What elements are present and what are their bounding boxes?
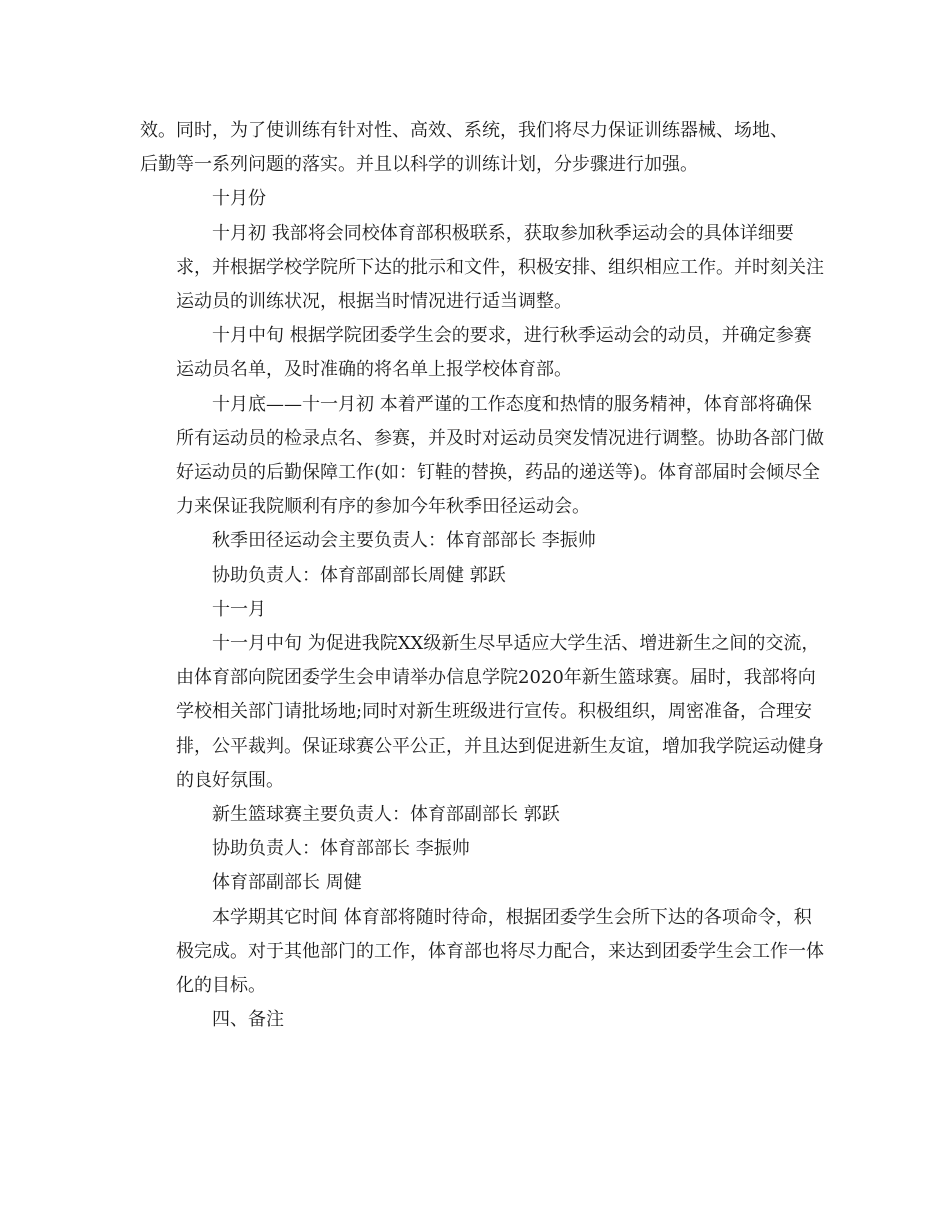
text-line: 效。同时，为了使训练有针对性、高效、系统，我们将尽力保证训练器械、场地、 xyxy=(140,120,788,141)
text-line: 好运动员的后勤保障工作(如：钉鞋的替换，药品的递送等)。体育部届时会倾尽全 xyxy=(176,462,821,484)
text-line: 由体育部向院团委学生会申请举办信息学院2020年新生篮球赛。届时，我部将向 xyxy=(176,667,816,689)
sports-meet-lead xyxy=(140,524,812,558)
text-line: 十月初 我部将会同校体育部积极联系，获取参加秋季运动会的具体详细要 xyxy=(212,222,794,244)
text-line: 十月中旬 根据学院团委学生会的要求，进行秋季运动会的动员，并确定参赛 xyxy=(212,325,812,347)
paragraph-other-time xyxy=(140,901,824,1004)
sports-meet-assistants xyxy=(140,559,812,593)
heading-november xyxy=(140,593,812,627)
paragraph-mid-october xyxy=(140,319,812,387)
text-line: 十月底——十一月初 本着严谨的工作态度和热情的服务精神，体育部将确保 xyxy=(212,393,812,415)
text-line: 所有运动员的检录点名、参赛，并及时对运动员突发情况进行调整。协助各部门做 xyxy=(176,427,824,449)
paragraph-late-october xyxy=(140,388,824,525)
text-line: 本学期其它时间 体育部将随时待命，根据团委学生会所下达的各项命令，积 xyxy=(212,906,812,928)
paragraph-mid-november xyxy=(140,627,824,798)
text-line: 学校相关部门请批场地;同时对新生班级进行宣传。积极组织，周密准备，合理安 xyxy=(176,701,813,723)
text-line: 排，公平裁判。保证球赛公平公正，并且达到促进新生友谊，增加我学院运动健身 xyxy=(176,735,824,757)
basketball-assistant xyxy=(140,832,812,866)
text-line: 运动员名单，及时准确的将名单上报学校体育部。 xyxy=(176,359,572,381)
heading-october xyxy=(140,182,812,216)
text-line: 求，并根据学校学院所下达的批示和文件，积极安排、组织相应工作。并时刻关注 xyxy=(176,256,824,278)
heading-notes xyxy=(140,1003,812,1037)
text-line: 四、备注 xyxy=(212,1009,284,1031)
text-line: 秋季田径运动会主要负责人：体育部部长 李振帅 xyxy=(212,530,596,552)
text-line: 十月份 xyxy=(212,188,266,210)
text-line: 体育部副部长 周健 xyxy=(212,872,362,894)
text-line: 协助负责人：体育部部长 李振帅 xyxy=(212,838,470,860)
text-line: 新生篮球赛主要负责人：体育部副部长 郭跃 xyxy=(212,804,560,826)
text-line: 十一月 xyxy=(212,598,266,620)
text-line: 化的目标。 xyxy=(176,975,266,997)
paragraph-training-continued xyxy=(140,114,812,182)
text-line: 极完成。对于其他部门的工作，体育部也将尽力配合，来达到团委学生会工作一体 xyxy=(176,940,824,962)
text-line: 的良好氛围。 xyxy=(176,769,284,791)
paragraph-early-october xyxy=(140,217,824,320)
text-line: 十一月中旬 为促进我院XX级新生尽早适应大学生活、增进新生之间的交流， xyxy=(212,633,820,655)
basketball-assistant-2 xyxy=(140,866,812,900)
text-line: 协助负责人：体育部副部长周健 郭跃 xyxy=(212,564,506,586)
text-line: 后勤等一系列问题的落实。并且以科学的训练计划，分步骤进行加强。 xyxy=(140,154,698,176)
document-body xyxy=(140,114,824,1037)
basketball-lead xyxy=(140,798,812,832)
text-line: 运动员的训练状况，根据当时情况进行适当调整。 xyxy=(176,291,572,313)
text-line: 力来保证我院顺利有序的参加今年秋季田径运动会。 xyxy=(176,496,590,518)
